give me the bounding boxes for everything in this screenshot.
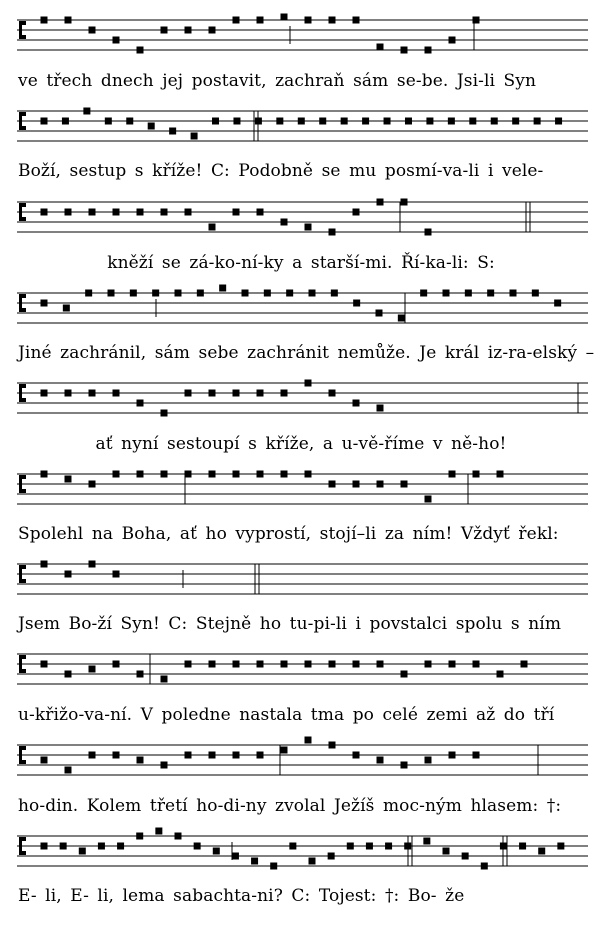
- neume-note: [137, 209, 144, 216]
- neume-note: [155, 828, 162, 835]
- neume-note: [473, 471, 480, 478]
- neume-note: [213, 848, 220, 855]
- neume-note: [469, 118, 476, 125]
- neume-note: [161, 27, 168, 34]
- neume-note: [137, 400, 144, 407]
- neume-note: [512, 118, 519, 125]
- neume-note: [89, 27, 96, 34]
- neume-note: [329, 742, 336, 749]
- neume-note: [41, 300, 48, 307]
- neume-note: [161, 676, 168, 683]
- neume-note: [113, 571, 120, 578]
- lyric-line-2: Boží, sestup s kříže! C: Podobně se mu posmí-va-li i vele-: [18, 161, 544, 181]
- neume-note: [305, 380, 312, 387]
- neume-note: [62, 118, 69, 125]
- neume-note: [554, 300, 561, 307]
- neume-note: [519, 843, 526, 850]
- neume-note: [212, 118, 219, 125]
- neume-note: [425, 757, 432, 764]
- neume-note: [377, 757, 384, 764]
- neume-note: [137, 471, 144, 478]
- neume-note: [286, 290, 293, 297]
- neume-note: [341, 118, 348, 125]
- neume-note: [347, 843, 354, 850]
- lyric-line-5: ať nyní sestoupí s kříže, a u-vě-říme v ně-ho!: [95, 434, 507, 454]
- neume-note: [449, 661, 456, 668]
- neume-note: [305, 471, 312, 478]
- neume-note: [329, 481, 336, 488]
- neume-note: [443, 290, 450, 297]
- neume-note: [161, 762, 168, 769]
- neume-note: [497, 671, 504, 678]
- neume-note: [449, 752, 456, 759]
- neume-note: [353, 209, 360, 216]
- neume-note: [175, 290, 182, 297]
- neume-note: [353, 17, 360, 24]
- neume-note: [136, 833, 143, 840]
- neume-note: [532, 290, 539, 297]
- lyric-line-3: kněží se zá-ko-ní-ky a starší-mi. Ří-ka-li: S:: [107, 253, 495, 273]
- neume-note: [425, 661, 432, 668]
- neume-note: [305, 661, 312, 668]
- neume-note: [281, 747, 288, 754]
- neume-note: [65, 476, 72, 483]
- neume-note: [113, 390, 120, 397]
- neume-note: [209, 27, 216, 34]
- neume-note: [148, 123, 155, 130]
- neume-note: [185, 390, 192, 397]
- neume-note: [209, 661, 216, 668]
- neume-note: [137, 757, 144, 764]
- lyric-line-10: E- li, E- li, lema sabachta-ni? C: Tojest: †: Bo- že: [18, 886, 465, 906]
- neume-note: [83, 108, 90, 115]
- neume-note: [264, 290, 271, 297]
- neume-note: [555, 118, 562, 125]
- neume-note: [257, 390, 264, 397]
- neume-note: [276, 118, 283, 125]
- neume-note: [41, 209, 48, 216]
- neume-note: [473, 752, 480, 759]
- neume-note: [309, 290, 316, 297]
- neume-note: [329, 661, 336, 668]
- neume-note: [41, 661, 48, 668]
- neume-note: [353, 481, 360, 488]
- neume-note: [401, 47, 408, 54]
- neume-note: [473, 17, 480, 24]
- neume-note: [449, 37, 456, 44]
- neume-note: [377, 661, 384, 668]
- neume-note: [384, 118, 391, 125]
- neume-note: [41, 17, 48, 24]
- neume-note: [219, 285, 226, 292]
- neume-note: [242, 290, 249, 297]
- neume-note: [448, 118, 455, 125]
- neume-note: [233, 390, 240, 397]
- lyric-line-4: Jiné zachránil, sám sebe zachránit nemůže. Je král iz-ra-elský –: [18, 343, 595, 363]
- neume-note: [309, 858, 316, 865]
- neume-note: [41, 390, 48, 397]
- neume-note: [233, 209, 240, 216]
- neume-note: [79, 848, 86, 855]
- neume-note: [257, 471, 264, 478]
- lyric-line-7: Jsem Bo-ží Syn! C: Stejně ho tu-pi-li i povstalci spolu s ním: [18, 614, 562, 634]
- neume-note: [521, 661, 528, 668]
- neume-note: [281, 471, 288, 478]
- neume-note: [305, 17, 312, 24]
- neume-note: [405, 118, 412, 125]
- neume-note: [377, 44, 384, 51]
- neume-note: [185, 661, 192, 668]
- neume-note: [185, 752, 192, 759]
- neume-note: [487, 290, 494, 297]
- neume-note: [41, 843, 48, 850]
- neume-note: [185, 471, 192, 478]
- neume-note: [41, 118, 48, 125]
- lyric-line-9: ho-din. Kolem třetí ho-di-ny zvolal Ježíš moc-ným hlasem: †:: [18, 796, 562, 816]
- neume-note: [209, 471, 216, 478]
- neume-note: [113, 661, 120, 668]
- neume-note: [175, 833, 182, 840]
- neume-note: [481, 863, 488, 870]
- neume-note: [137, 47, 144, 54]
- neume-note: [113, 209, 120, 216]
- neume-note: [538, 848, 545, 855]
- neume-note: [497, 471, 504, 478]
- lyric-line-8: u-křižo-va-ní. V poledne nastala tma po celé zemi až do tří: [18, 705, 555, 725]
- neume-note: [298, 118, 305, 125]
- neume-note: [305, 737, 312, 744]
- neume-note: [353, 300, 360, 307]
- neume-note: [89, 561, 96, 568]
- neume-note: [366, 843, 373, 850]
- neume-note: [185, 27, 192, 34]
- neume-note: [113, 37, 120, 44]
- neume-note: [353, 661, 360, 668]
- neume-note: [89, 752, 96, 759]
- neume-note: [401, 481, 408, 488]
- neume-note: [305, 224, 312, 231]
- neume-note: [152, 290, 159, 297]
- neume-note: [281, 14, 288, 21]
- neume-note: [362, 118, 369, 125]
- neume-note: [65, 209, 72, 216]
- neume-note: [426, 118, 433, 125]
- neume-note: [251, 858, 258, 865]
- neume-note: [191, 133, 198, 140]
- neume-note: [398, 315, 405, 322]
- neume-note: [126, 118, 133, 125]
- neume-note: [491, 118, 498, 125]
- neume-note: [401, 199, 408, 206]
- neume-note: [65, 571, 72, 578]
- neume-note: [89, 209, 96, 216]
- neume-note: [473, 661, 480, 668]
- neume-note: [233, 118, 240, 125]
- neume-note: [65, 390, 72, 397]
- neume-note: [161, 471, 168, 478]
- neume-note: [319, 118, 326, 125]
- neume-note: [209, 390, 216, 397]
- neume-note: [420, 290, 427, 297]
- neume-note: [425, 47, 432, 54]
- neume-note: [423, 838, 430, 845]
- neume-note: [185, 209, 192, 216]
- neume-note: [209, 752, 216, 759]
- neume-note: [65, 767, 72, 774]
- neume-note: [194, 843, 201, 850]
- neume-note: [329, 390, 336, 397]
- neume-note: [281, 661, 288, 668]
- neume-note: [462, 853, 469, 860]
- neume-note: [257, 752, 264, 759]
- neume-note: [98, 843, 105, 850]
- neume-note: [328, 853, 335, 860]
- neume-note: [401, 762, 408, 769]
- neume-note: [449, 471, 456, 478]
- neume-note: [41, 561, 48, 568]
- neume-note: [385, 843, 392, 850]
- neume-note: [209, 224, 216, 231]
- neume-note: [353, 400, 360, 407]
- neume-note: [557, 843, 564, 850]
- neume-note: [89, 481, 96, 488]
- neume-note: [161, 209, 168, 216]
- neume-note: [425, 229, 432, 236]
- neume-note: [65, 17, 72, 24]
- neume-note: [270, 863, 277, 870]
- neume-note: [443, 848, 450, 855]
- neume-note: [377, 199, 384, 206]
- neume-note: [108, 290, 115, 297]
- neume-note: [465, 290, 472, 297]
- neume-note: [41, 757, 48, 764]
- neume-note: [233, 752, 240, 759]
- neume-note: [329, 229, 336, 236]
- neume-note: [289, 843, 296, 850]
- neume-note: [105, 118, 112, 125]
- neume-note: [257, 209, 264, 216]
- neume-note: [169, 128, 176, 135]
- neume-note: [117, 843, 124, 850]
- neume-note: [197, 290, 204, 297]
- neume-note: [113, 752, 120, 759]
- neume-note: [89, 390, 96, 397]
- neume-note: [161, 410, 168, 417]
- neume-note: [60, 843, 67, 850]
- neume-note: [329, 17, 336, 24]
- neume-note: [376, 310, 383, 317]
- neume-note: [401, 671, 408, 678]
- neume-note: [255, 118, 262, 125]
- neume-note: [232, 853, 239, 860]
- neume-note: [41, 471, 48, 478]
- neume-note: [281, 219, 288, 226]
- neume-note: [89, 666, 96, 673]
- lyric-line-6: Spolehl na Boha, ať ho vyprostí, stojí–li za ním! Vždyť řekl:: [18, 524, 559, 544]
- neume-note: [500, 843, 507, 850]
- neume-note: [353, 752, 360, 759]
- neume-note: [113, 471, 120, 478]
- neume-note: [257, 17, 264, 24]
- neume-note: [137, 671, 144, 678]
- neume-note: [65, 671, 72, 678]
- neume-note: [510, 290, 517, 297]
- neume-note: [331, 290, 338, 297]
- neume-note: [425, 496, 432, 503]
- neume-note: [377, 481, 384, 488]
- neume-note: [233, 661, 240, 668]
- neume-note: [233, 17, 240, 24]
- neume-note: [257, 661, 264, 668]
- neume-note: [63, 305, 70, 312]
- neume-note: [233, 471, 240, 478]
- neume-note: [534, 118, 541, 125]
- neume-note: [130, 290, 137, 297]
- neume-note: [404, 843, 411, 850]
- neume-note: [281, 390, 288, 397]
- neume-note: [85, 290, 92, 297]
- neume-note: [377, 405, 384, 412]
- lyric-line-1: ve třech dnech jej postavit, zachraň sám se-be. Jsi-li Syn: [18, 71, 537, 91]
